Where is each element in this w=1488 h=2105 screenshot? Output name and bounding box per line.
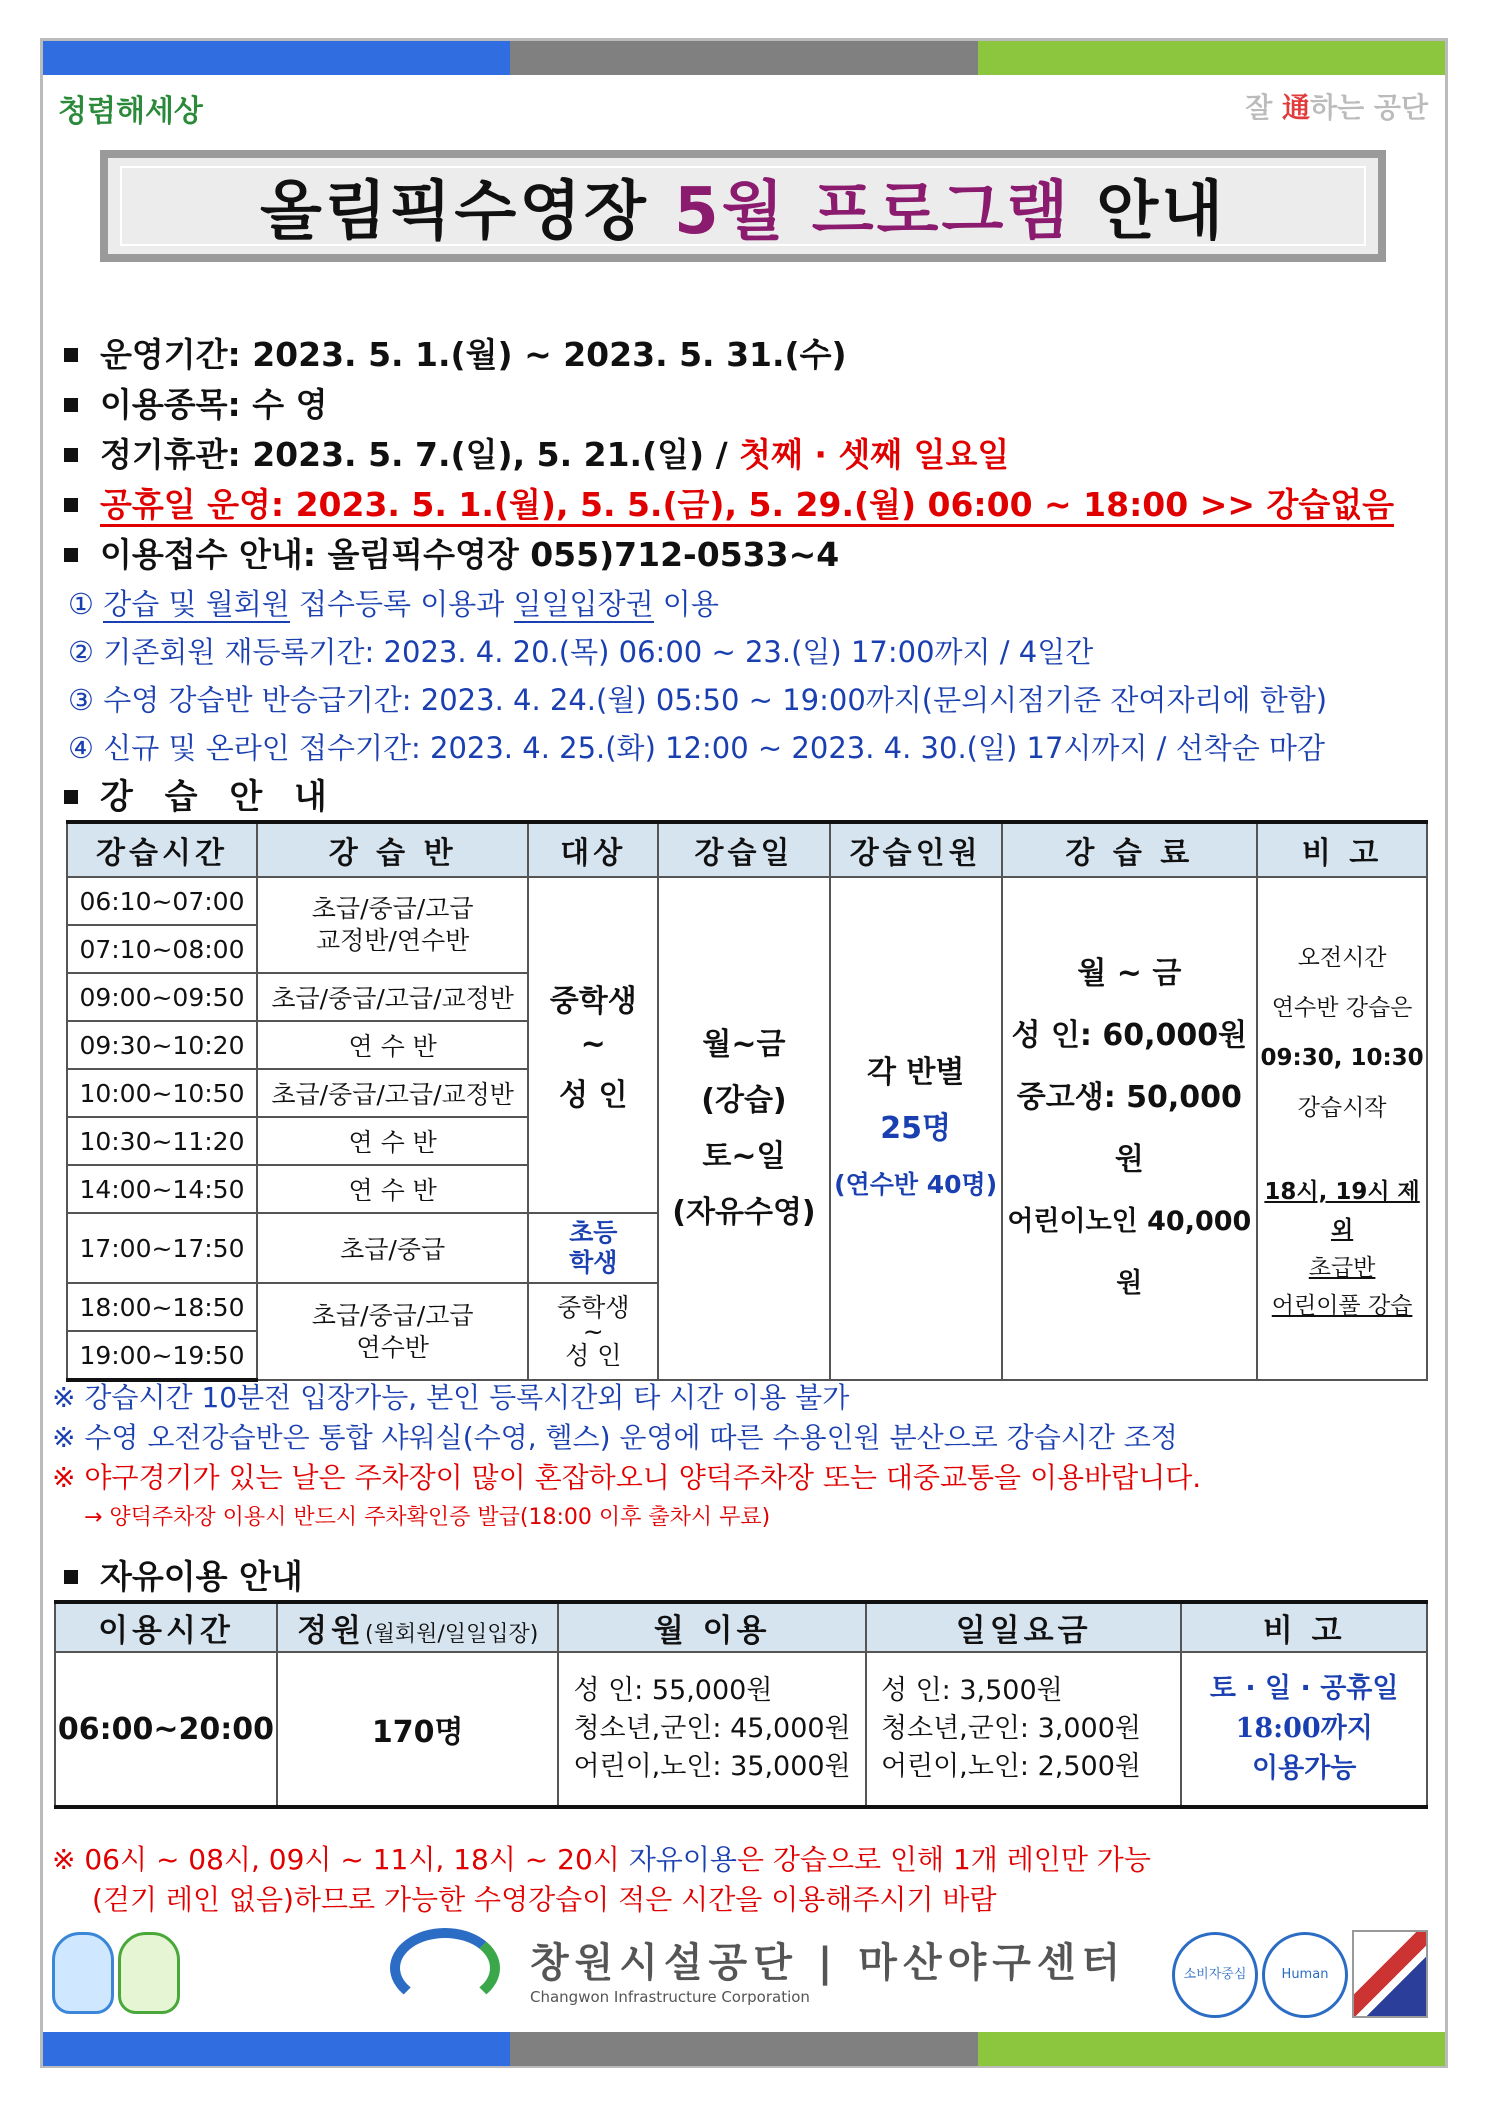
sub-item-3: ③ 수영 강습반 반승급기간: 2023. 4. 24.(월) 05:50 ~ 19:00까지(문의시점기준 잔여자리에 한함) bbox=[68, 683, 1328, 717]
time-cell: 09:30~10:20 bbox=[67, 1021, 257, 1069]
class-cell: 초급/중급/고급 연수반 bbox=[257, 1283, 528, 1380]
class-cell: 연 수 반 bbox=[257, 1021, 528, 1069]
time-cell: 17:00~17:50 bbox=[67, 1213, 257, 1283]
remark-cell: 오전시간 연수반 강습은 09:30, 10:30 강습시작 18시, 19시 제외 초급반 어린이풀 강습 bbox=[1257, 877, 1427, 1380]
swoosh-logo-icon bbox=[390, 1928, 500, 2008]
award-badge-icon bbox=[1352, 1930, 1428, 2018]
lesson-heading: 강 습 안 내 bbox=[60, 772, 1440, 822]
operation-period: 운영기간: 2023. 5. 1.(월) ~ 2023. 5. 31.(수) bbox=[60, 330, 1440, 380]
daily-fee-cell: 성 인: 3,500원 청소년,군인: 3,000원 어린이,노인: 2,500원 bbox=[866, 1652, 1181, 1807]
col-header: 비 고 bbox=[1257, 822, 1427, 877]
free-use-table bbox=[54, 1600, 1428, 1809]
class-cell: 초급/중급/고급 교정반/연수반 bbox=[257, 877, 528, 973]
col-header: 이용시간 bbox=[55, 1602, 277, 1652]
sport-type: 이용종목: 수 영 bbox=[60, 380, 1440, 430]
regular-closure: 정기휴관: 2023. 5. 7.(일), 5. 21.(일) / 첫째 · 셋째 일요일 bbox=[60, 430, 1440, 480]
holiday-operation: 공휴일 운영: 2023. 5. 1.(월), 5. 5.(금), 5. 29.(월) 06:00 ~ 18:00 >> 강습없음 bbox=[60, 480, 1440, 530]
lesson-table bbox=[66, 820, 1428, 1382]
note-4: → 양덕주차장 이용시 반드시 주차확인증 발급(18:00 이후 출차시 무료) bbox=[84, 1505, 771, 1530]
free-time-cell: 06:00~20:00 bbox=[55, 1652, 277, 1807]
time-cell: 07:10~08:00 bbox=[67, 925, 257, 973]
time-cell: 18:00~18:50 bbox=[67, 1283, 257, 1331]
lesson-notes bbox=[52, 1378, 1442, 1538]
target-adult-cell: 중학생 ~ 성 인 bbox=[528, 1283, 658, 1380]
time-cell: 06:10~07:00 bbox=[67, 877, 257, 925]
info-list bbox=[60, 330, 1440, 822]
col-header: 강 습 반 bbox=[257, 822, 528, 877]
time-cell: 19:00~19:50 bbox=[67, 1331, 257, 1380]
col-header: 정원(월회원/일일입장) bbox=[277, 1602, 558, 1652]
ccm-certification-seal: 소비자중심 bbox=[1172, 1932, 1258, 2018]
corp-name-en: Changwon Infrastructure Corporation bbox=[530, 1987, 810, 2006]
free-use-heading: 자유이용 안내 bbox=[60, 1552, 303, 1602]
class-cell: 연 수 반 bbox=[257, 1165, 528, 1213]
col-header: 강습일 bbox=[658, 822, 830, 877]
col-header: 대상 bbox=[528, 822, 658, 877]
mascot-green-icon bbox=[118, 1932, 180, 2014]
fee-cell: 월 ~ 금 성 인: 60,000원 중고생: 50,000원 어린이노인 40,000원 bbox=[1002, 877, 1258, 1380]
page-title: 올림픽수영장 5월 프로그램 안내 bbox=[259, 175, 1227, 249]
sub-item-4: ④ 신규 및 온라인 접수기간: 2023. 4. 25.(화) 12:00 ~ 2023. 4. 30.(일) 17시까지 / 선착순 마감 bbox=[68, 731, 1325, 765]
time-cell: 09:00~09:50 bbox=[67, 973, 257, 1021]
time-cell: 10:00~10:50 bbox=[67, 1069, 257, 1117]
col-header: 일일요금 bbox=[866, 1602, 1181, 1652]
class-cell: 연 수 반 bbox=[257, 1117, 528, 1165]
integrity-logo: 청렴해세상 bbox=[58, 94, 203, 129]
mascot-blue-icon bbox=[52, 1932, 114, 2014]
col-header: 비 고 bbox=[1181, 1602, 1427, 1652]
sub-item-1: ① 강습 및 월회원 접수등록 이용과 일일입장권 이용 bbox=[68, 587, 719, 621]
target-kids-cell: 초등 학생 bbox=[528, 1213, 658, 1283]
class-cell: 초급/중급/고급/교정반 bbox=[257, 1069, 528, 1117]
time-cell: 14:00~14:50 bbox=[67, 1165, 257, 1213]
free-use-note: ※ 06시 ~ 08시, 09시 ~ 11시, 18시 ~ 20시 자유이용은 강습으로 인해 1개 레인만 가능 (걷기 레인 없음)하므로 가능한 수영강습이 적은 시간을 이용해주시기 바람 bbox=[52, 1843, 1151, 1916]
sub-item-2: ② 기존회원 재등록기간: 2023. 4. 20.(목) 06:00 ~ 23.(일) 17:00까지 / 4일간 bbox=[68, 635, 1094, 669]
class-cell: 초급/중급/고급/교정반 bbox=[257, 973, 528, 1021]
top-color-bar bbox=[43, 41, 1445, 75]
monthly-fee-cell: 성 인: 55,000원 청소년,군인: 45,000원 어린이,노인: 35,000원 bbox=[558, 1652, 866, 1807]
note-2: ※ 수영 오전강습반은 통합 샤워실(수영, 헬스) 운영에 따른 수용인원 분산으로 강습시간 조정 bbox=[52, 1421, 1178, 1454]
contact-info: 이용접수 안내: 올림픽수영장 055)712-0533~4 bbox=[60, 530, 1440, 580]
time-cell: 10:30~11:20 bbox=[67, 1117, 257, 1165]
human-certification-seal: Human bbox=[1262, 1932, 1348, 2018]
col-header: 강 습 료 bbox=[1002, 822, 1258, 877]
col-header: 월 이용 bbox=[558, 1602, 866, 1652]
note-1: ※ 강습시간 10분전 입장가능, 본인 등록시간외 타 시간 이용 불가 bbox=[52, 1381, 850, 1414]
col-header: 강습인원 bbox=[830, 822, 1002, 877]
capacity-cell: 각 반별 25명 (연수반 40명) bbox=[830, 877, 1002, 1380]
class-cell: 초급/중급 bbox=[257, 1213, 528, 1283]
corp-name: 창원시설공단 | 마산야구센터 bbox=[530, 1939, 1127, 1986]
title-box bbox=[100, 150, 1386, 262]
target-cell: 중학생 ~ 성 인 bbox=[528, 877, 658, 1213]
bottom-color-bar bbox=[43, 2032, 1445, 2066]
col-header: 강습시간 bbox=[67, 822, 257, 877]
slogan-logo: 잘 通하는 공단 bbox=[1245, 91, 1428, 124]
corporation-logo bbox=[390, 1928, 1126, 2008]
free-capacity-cell: 170명 bbox=[277, 1652, 558, 1807]
note-3: ※ 야구경기가 있는 날은 주차장이 많이 혼잡하오니 양덕주차장 또는 대중교통을 이용바랍니다. bbox=[52, 1461, 1202, 1494]
days-cell: 월~금 (강습) 토~일 (자유수영) bbox=[658, 877, 830, 1380]
free-remark-cell: 토 · 일 · 공휴일 18:00까지 이용가능 bbox=[1181, 1652, 1427, 1807]
